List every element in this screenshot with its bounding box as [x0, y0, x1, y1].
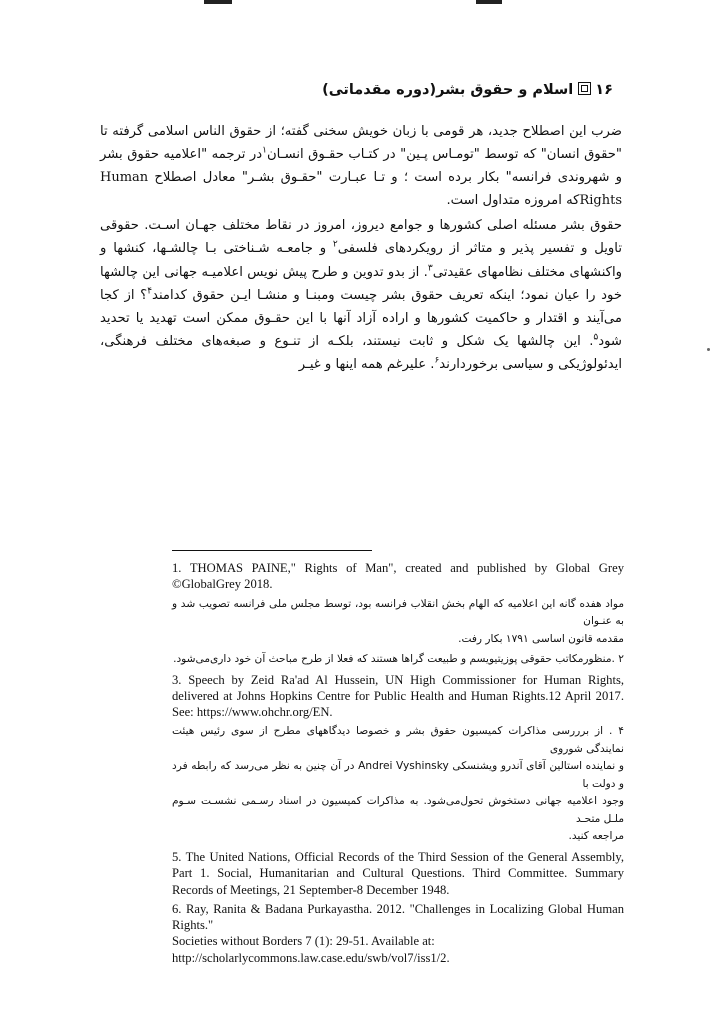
book-square-icon	[578, 82, 591, 95]
footnote-1-persian-line-1: مواد هفده گانه این اعلامیه که الهام بخش انقلاب فرانسه بود، توسط مجلس ملی فرانسه تصویب شد و به عنـوان	[172, 597, 624, 628]
paragraph-2-text-d: ؟ از کجا می‌آیند و اقتدار و حاکمیت کشورها و اراده آزاد آنها با این حقـوق ممکن است تهدید یا تحدید شود	[100, 287, 622, 349]
footnote-ref-1: ۱	[262, 145, 267, 156]
footnote-1: 1. THOMAS PAINE," Rights of Man", created and published by Global Grey ©GlobalGrey 2018.	[172, 561, 624, 592]
footnote-separator	[172, 550, 372, 551]
footnote-4	[172, 723, 624, 846]
footnote-ref-3: ۳	[427, 263, 433, 274]
footnote-2: ۲ .منظورمکاتب حقوقی پوزیتیویسم و طبیعت گراها هستند که فعلا از طرح مباحث آن خود داری‌می‌شود.	[173, 653, 624, 666]
footnote-ref-5: ۵	[593, 332, 599, 343]
paragraph-2	[100, 214, 622, 376]
footnote-6	[172, 901, 624, 966]
top-scan-mark-right	[476, 0, 502, 4]
paragraph-2-text-b: و جامعـه شـناختی بـا چالشـها، کنشها و واکنشهای مختلف نظامهای عقیدتی	[100, 241, 622, 280]
footnote-4-line-2: و نماینده استالین آقای آندرو ویشنسکی Andrei Vyshinsky در آن چنین به نظر می‌رسد که رابطه فرد و دولت با	[172, 760, 624, 790]
paragraph-1	[100, 120, 622, 212]
footnote-ref-6: ۶	[434, 355, 440, 366]
footnotes	[172, 560, 624, 969]
footnote-1-persian	[172, 596, 624, 649]
footnote-6-line-2: Societies without Borders 7 (1): 29-51. Available at:	[172, 934, 435, 949]
footnote-1-persian-line-2: مقدمه قانون اساسی ۱۷۹۱ بکار رفت.	[458, 632, 624, 645]
running-header	[180, 80, 613, 100]
footnote-4-line-4: مراجعه کنید.	[568, 830, 624, 843]
paragraph-2-text-a: حقوق بشر مسئله اصلی کشورها و جوامع دیروز، امروز در نقاط مختلف جهـان اسـت. حقوقی تاویل و تفسیر پذیر و متاثر از رویکردهای فلسفی	[100, 218, 622, 257]
paragraph-1-text-b: در ترجمه "اعلامیه حقوق بشر و شهروندی فرانسه" بکار برده است ؛ و تـا عبـارت "حقـوق بشـر" معادل اصطلاح	[100, 147, 622, 186]
footnote-4-line-3: وجود اعلامیه جهانی دستخوش تحول‌می‌شود. به مذاکرات کمیسیون در اسناد رسـمی نشسـت سـوم ملـل متحـد	[172, 795, 624, 825]
paragraph-2-text-f: . علیرغم همه اینها و غیـر	[298, 356, 435, 372]
paragraph-1-text-a: ضرب این اصطلاح جدید، هر قومی با زبان خویش سخنی گفته؛ از حقوق الناس اسلامی گرفته تا "حقوق انسان" که توسط "تومـاس پـین" در کتـاب حقـوق انسـان	[100, 124, 622, 163]
footnote-ref-4: ۴	[147, 286, 153, 297]
top-scan-mark-left	[204, 0, 232, 4]
footnote-3: 3. Speech by Zeid Ra'ad Al Hussein, UN High Commissioner for Human Rights, delivered at Johns Hopkins Centre for Public Health and Human Rights.12 April 2017. See: https://www.ohchr.org/EN.	[172, 672, 624, 720]
page-number: ۱۶	[595, 82, 613, 98]
paragraph-1-text-c: که امروزه متداول است.	[446, 193, 580, 209]
margin-speck	[707, 348, 710, 351]
footnote-ref-2: ۲	[332, 240, 338, 251]
body-text	[100, 120, 622, 376]
footnote-6-line-1: 6. Ray, Ranita & Badana Purkayastha. 2012. "Challenges in Localizing Global Human Rights."	[172, 901, 624, 933]
footnote-5: 5. The United Nations, Official Records of the Third Session of the General Assembly, Part 1. Social, Humanitarian and Cultural Questions. Third Committee. Summary Records of Meetings, 21 September-8 December 1948.	[172, 849, 624, 897]
paragraph-2-text-c: . از بدو تدوین و طرح پیش نویس اعلامیـه جهانی این چالشها خود را عیان نمود؛ اینکه تعریف حقوق بشر چیست ومبنـا و منشـا ایـن حقوق کدامند	[100, 264, 622, 303]
footnote-6-url: http://scholarlycommons.law.case.edu/swb/vol7/iss1/2.	[172, 950, 450, 965]
running-title: اسلام و حقوق بشر(دوره مقدماتی)	[322, 82, 574, 98]
footnote-4-line-1: ۴ . از برررسی مذاکرات کمیسیون حقوق بشر و خصوصا دیدگاههای مطرح از سوی رئیس هیئت نمایندگی شوروی	[172, 725, 624, 755]
paragraph-2-text-e: . این چالشها یک شکل و ثابت نیستند، بلکـه از تنـوع و صبغه‌های مختلف فرهنگی، ایدئولوژیکی و سیاسی برخوردارند	[100, 333, 622, 372]
human-rights-term: Human Rights	[100, 170, 622, 209]
